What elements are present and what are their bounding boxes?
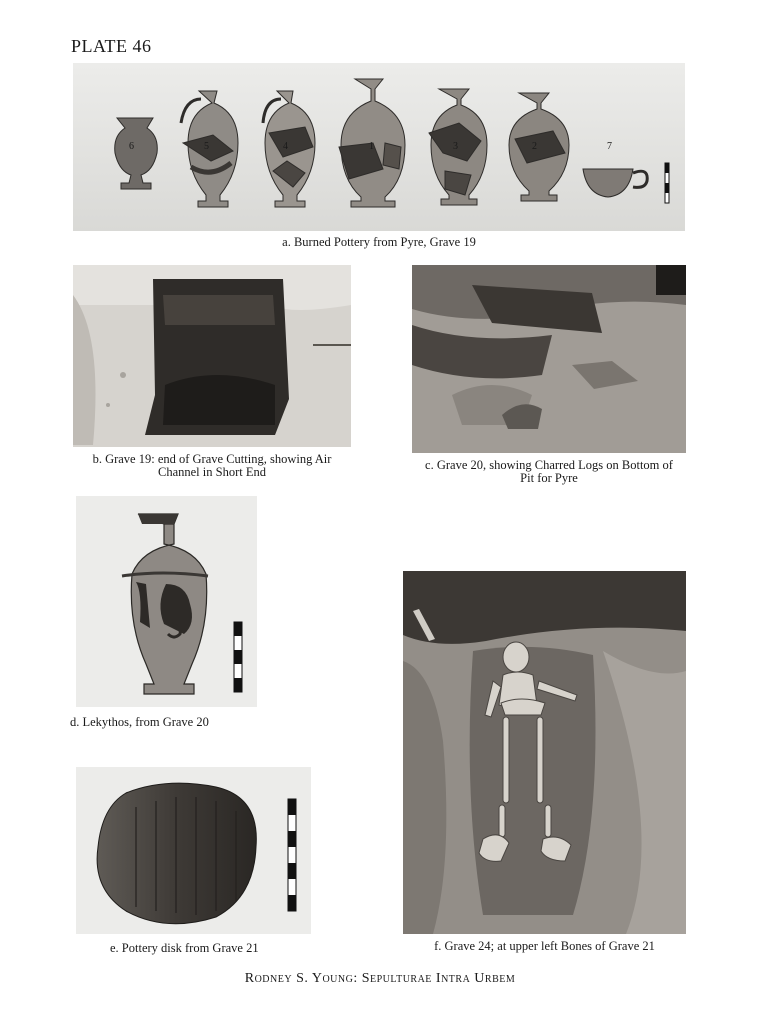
vessel-number: 3 — [453, 141, 458, 152]
figure-c-caption — [400, 459, 698, 485]
figure-e-caption: e. Pottery disk from Grave 21 — [110, 941, 259, 955]
figure-f-caption: f. Grave 24; at upper left Bones of Grave 21 — [434, 939, 655, 953]
figure-b-caption-line2: Channel in Short End — [158, 465, 266, 479]
figure-b-photo — [73, 265, 351, 447]
figure-b-caption-line1: b. Grave 19: end of Grave Cutting, showing Air — [92, 452, 332, 466]
figure-c-caption-line1: c. Grave 20, showing Charred Logs on Bottom of — [425, 458, 673, 472]
figure-c-caption-line2: Pit for Pyre — [520, 471, 578, 485]
vessel-number: 7 — [607, 141, 612, 152]
figure-c-photo — [412, 265, 686, 453]
vessel-number: 4 — [283, 141, 288, 152]
vessel-number: 2 — [532, 141, 537, 152]
figure-d-photo — [76, 496, 257, 707]
running-footer: Rodney S. Young: Sepulturae Intra Urbem — [244, 971, 516, 986]
scale-bar-a — [665, 163, 669, 203]
vessel-number: 1 — [369, 141, 374, 152]
figure-b-caption — [73, 453, 351, 479]
vessel-number: 5 — [204, 141, 209, 152]
vessel-number: 6 — [129, 141, 134, 152]
figure-e-photo — [76, 767, 311, 934]
figure-f-photo — [403, 571, 686, 934]
scale-bar-e — [288, 799, 296, 911]
scale-bar-d — [234, 622, 242, 692]
figure-d-caption: d. Lekythos, from Grave 20 — [70, 715, 209, 729]
figure-a-caption: a. Burned Pottery from Pyre, Grave 19 — [282, 235, 476, 249]
vessel-number-row — [73, 141, 685, 157]
plate-title: PLATE 46 — [71, 36, 152, 56]
